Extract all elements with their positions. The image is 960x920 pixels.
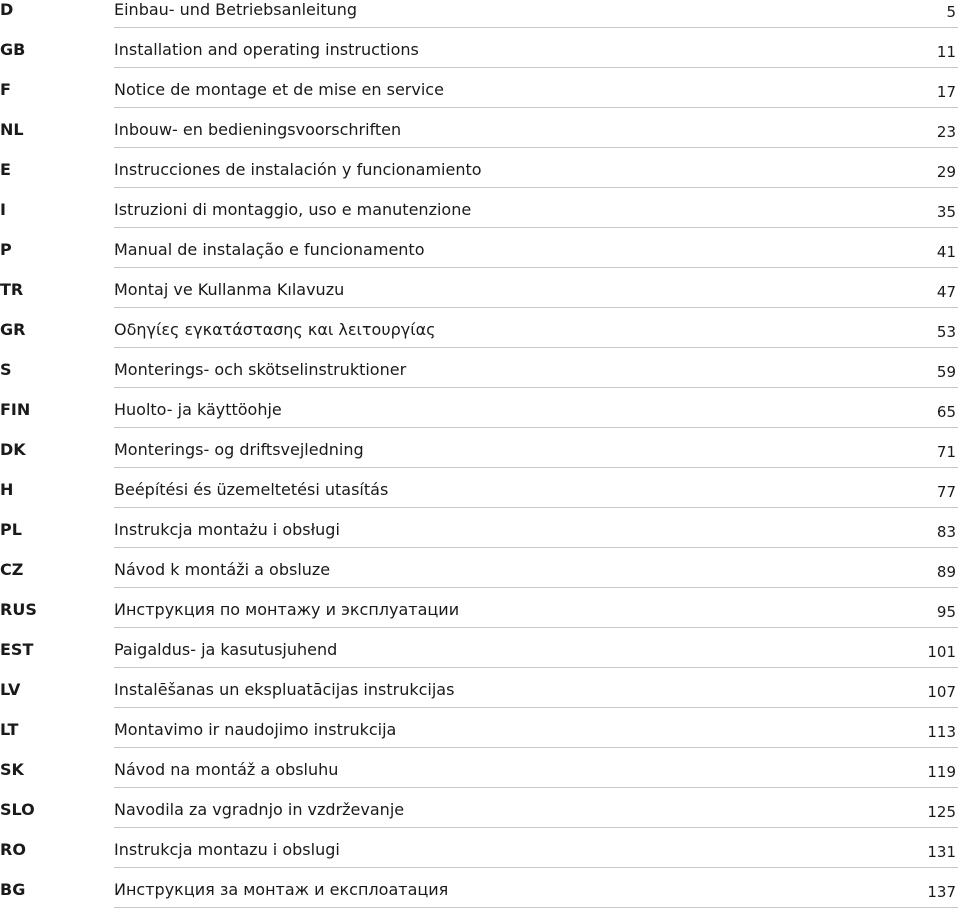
- section-title: Paigaldus- ja kasutusjuhend: [114, 640, 338, 659]
- page-number: 29: [936, 163, 956, 181]
- language-code: TR: [0, 280, 24, 299]
- toc-entry: [0, 640, 958, 680]
- row-divider: [114, 347, 958, 348]
- language-code: SK: [0, 760, 24, 779]
- section-title: Инструкция по монтажу и эксплуатации: [114, 600, 460, 619]
- language-code: GB: [0, 40, 26, 59]
- section-title: Οδηγίες εγκατάστασης και λειτουργίας: [114, 320, 436, 339]
- toc-entry: [0, 520, 958, 560]
- section-title: Monterings- og driftsvejledning: [114, 440, 364, 459]
- row-divider: [114, 107, 958, 108]
- section-title: Návod k montáži a obsluze: [114, 560, 331, 579]
- section-title: Instrucciones de instalación y funcionamiento: [114, 160, 482, 179]
- language-code: P: [0, 240, 12, 259]
- row-divider: [114, 67, 958, 68]
- toc-entry: [0, 240, 958, 280]
- page-number: 101: [927, 643, 956, 661]
- section-title: Notice de montage et de mise en service: [114, 80, 444, 99]
- page-number: 89: [936, 563, 956, 581]
- toc-entry: [0, 560, 958, 600]
- language-code: RO: [0, 840, 26, 859]
- language-code: S: [0, 360, 12, 379]
- row-divider: [114, 187, 958, 188]
- language-code: SLO: [0, 800, 35, 819]
- row-divider: [114, 507, 958, 508]
- page-number: 113: [927, 723, 956, 741]
- language-code: LT: [0, 720, 19, 739]
- page-number: 35: [936, 203, 956, 221]
- language-code: GR: [0, 320, 26, 339]
- toc-entry: [0, 680, 958, 720]
- row-divider: [114, 467, 958, 468]
- toc-entry: [0, 200, 958, 240]
- page-number: 11: [936, 43, 956, 61]
- section-title: Инструкция за монтаж и експлоатация: [114, 880, 449, 899]
- page-number: 17: [936, 83, 956, 101]
- page-number: 77: [936, 483, 956, 501]
- toc-entry: [0, 440, 958, 480]
- page-number: 137: [927, 883, 956, 901]
- row-divider: [114, 867, 958, 868]
- section-title: Montavimo ir naudojimo instrukcija: [114, 720, 397, 739]
- row-divider: [114, 427, 958, 428]
- toc-entry: [0, 840, 958, 880]
- row-divider: [114, 267, 958, 268]
- toc-entry: [0, 880, 958, 920]
- section-title: Inbouw- en bedieningsvoorschriften: [114, 120, 402, 139]
- toc-entry: [0, 800, 958, 840]
- language-code: RUS: [0, 600, 37, 619]
- section-title: Návod na montáž a obsluhu: [114, 760, 339, 779]
- page-number: 125: [927, 803, 956, 821]
- row-divider: [114, 227, 958, 228]
- section-title: Huolto- ja käyttöohje: [114, 400, 282, 419]
- section-title: Istruzioni di montaggio, uso e manutenzione: [114, 200, 472, 219]
- row-divider: [114, 547, 958, 548]
- toc-entry: [0, 760, 958, 800]
- toc-entry: [0, 480, 958, 520]
- row-divider: [114, 587, 958, 588]
- language-code: DK: [0, 440, 26, 459]
- language-code: I: [0, 200, 6, 219]
- section-title: Monterings- och skötselinstruktioner: [114, 360, 407, 379]
- section-title: Instrukcja montazu i obslugi: [114, 840, 340, 859]
- row-divider: [114, 147, 958, 148]
- page-number: 83: [936, 523, 956, 541]
- language-code: FIN: [0, 400, 31, 419]
- toc-entry: [0, 0, 958, 40]
- section-title: Instrukcja montażu i obsługi: [114, 520, 340, 539]
- page-number: 23: [936, 123, 956, 141]
- toc-entry: [0, 40, 958, 80]
- toc-entry: [0, 280, 958, 320]
- section-title: Manual de instalação e funcionamento: [114, 240, 425, 259]
- row-divider: [114, 627, 958, 628]
- toc-entry: [0, 320, 958, 360]
- language-code: CZ: [0, 560, 24, 579]
- row-divider: [114, 27, 958, 28]
- page-number: 53: [936, 323, 956, 341]
- language-code: E: [0, 160, 11, 179]
- row-divider: [114, 907, 958, 908]
- language-code: H: [0, 480, 14, 499]
- page-number: 5: [946, 3, 956, 21]
- language-code: NL: [0, 120, 24, 139]
- section-title: Beépítési és üzemeltetési utasítás: [114, 480, 389, 499]
- language-code: BG: [0, 880, 26, 899]
- page-number: 71: [936, 443, 956, 461]
- row-divider: [114, 307, 958, 308]
- row-divider: [114, 827, 958, 828]
- toc-entry: [0, 160, 958, 200]
- row-divider: [114, 787, 958, 788]
- row-divider: [114, 707, 958, 708]
- section-title: Navodila za vgradnjo in vzdrževanje: [114, 800, 405, 819]
- toc-entry: [0, 120, 958, 160]
- section-title: Instalēšanas un ekspluatācijas instrukcijas: [114, 680, 455, 699]
- section-title: Montaj ve Kullanma Kılavuzu: [114, 280, 345, 299]
- toc-entry: [0, 400, 958, 440]
- page-number: 65: [936, 403, 956, 421]
- page-number: 47: [936, 283, 956, 301]
- toc-entry: [0, 360, 958, 400]
- page-number: 41: [936, 243, 956, 261]
- row-divider: [114, 747, 958, 748]
- page-number: 119: [927, 763, 956, 781]
- language-code: D: [0, 0, 14, 19]
- language-code: PL: [0, 520, 22, 539]
- toc-entry: [0, 600, 958, 640]
- section-title: Einbau- und Betriebsanleitung: [114, 0, 358, 19]
- page-number: 131: [927, 843, 956, 861]
- section-title: Installation and operating instructions: [114, 40, 419, 59]
- row-divider: [114, 387, 958, 388]
- page-number: 95: [936, 603, 956, 621]
- language-code: LV: [0, 680, 21, 699]
- page-number: 107: [927, 683, 956, 701]
- toc-entry: [0, 720, 958, 760]
- language-code: F: [0, 80, 11, 99]
- toc-entry: [0, 80, 958, 120]
- language-code: EST: [0, 640, 34, 659]
- row-divider: [114, 667, 958, 668]
- page-number: 59: [936, 363, 956, 381]
